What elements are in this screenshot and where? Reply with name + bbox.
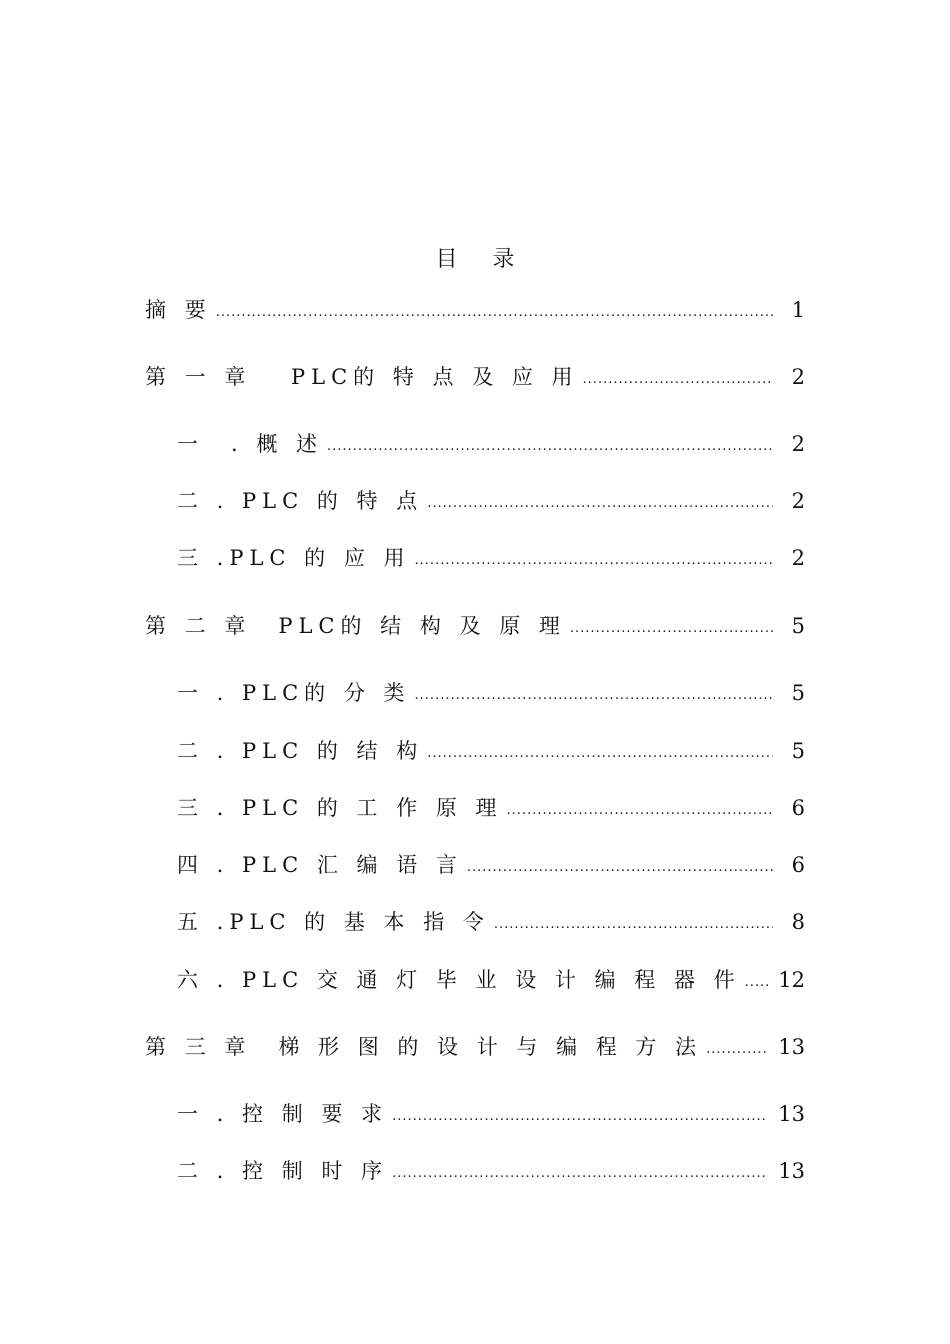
dot-leader xyxy=(415,682,773,710)
toc-entry-2-3[interactable] xyxy=(177,794,805,826)
toc-title: 目 录 xyxy=(435,247,529,272)
toc-page-number: 2 xyxy=(791,546,805,570)
dot-leader xyxy=(570,615,773,643)
toc-entry-abstract[interactable] xyxy=(145,296,805,328)
toc-entry-label: 二 . PLC 的 特 点 xyxy=(177,489,424,513)
toc-entry-label: 摘 要 xyxy=(145,298,212,322)
toc-entry-label: 二 . 控 制 时 序 xyxy=(177,1159,389,1183)
toc-entry-label: 第 一 章 PLC的 特 点 及 应 用 xyxy=(145,365,579,389)
toc-page-number: 13 xyxy=(778,1102,805,1126)
toc-page-number: 13 xyxy=(778,1035,805,1059)
toc-entry-chapter-3[interactable] xyxy=(145,1033,805,1065)
dot-leader xyxy=(494,911,773,939)
toc-entry-label: 一 . 概 述 xyxy=(177,432,324,456)
dot-leader xyxy=(507,797,773,825)
dot-leader xyxy=(583,366,773,394)
toc-entry-label: 一 . PLC的 分 类 xyxy=(177,681,411,705)
toc-entry-label: 四 . PLC 汇 编 语 言 xyxy=(177,853,463,877)
dot-leader xyxy=(392,1160,768,1188)
toc-entry-2-6[interactable] xyxy=(177,966,805,998)
toc-page-number: 13 xyxy=(778,1159,805,1183)
toc-entry-label: 六 . PLC 交 通 灯 毕 业 设 计 编 程 器 件 xyxy=(177,968,741,992)
toc-entry-label: 三 .PLC 的 应 用 xyxy=(177,546,411,570)
toc-page-number: 5 xyxy=(791,739,805,763)
dot-leader xyxy=(467,854,773,882)
toc-entry-2-2[interactable] xyxy=(177,737,805,769)
dot-leader xyxy=(427,740,773,768)
toc-entry-3-1[interactable] xyxy=(177,1100,805,1132)
toc-page-number: 5 xyxy=(791,614,805,638)
toc-entry-1-2[interactable] xyxy=(177,487,805,519)
toc-entry-1-1[interactable] xyxy=(177,430,805,462)
toc-entry-2-1[interactable] xyxy=(177,679,805,711)
toc-entry-label: 一 . 控 制 要 求 xyxy=(177,1102,389,1126)
toc-entry-chapter-1[interactable] xyxy=(145,363,805,395)
toc-page-number: 5 xyxy=(791,681,805,705)
dot-leader xyxy=(706,1036,768,1064)
toc-entry-1-3[interactable] xyxy=(177,544,805,576)
dot-leader xyxy=(216,299,773,327)
dot-leader xyxy=(745,969,769,997)
toc-entry-label: 五 .PLC 的 基 本 指 令 xyxy=(177,910,490,934)
toc-entry-label: 三 . PLC 的 工 作 原 理 xyxy=(177,796,503,820)
toc-entry-2-4[interactable] xyxy=(177,851,805,883)
toc-page-number: 6 xyxy=(791,853,805,877)
dot-leader xyxy=(415,547,773,575)
toc-page-number: 2 xyxy=(791,489,805,513)
dot-leader xyxy=(327,433,773,461)
toc-page-number: 1 xyxy=(791,298,805,322)
dot-leader xyxy=(392,1103,768,1131)
toc-page-number: 6 xyxy=(791,796,805,820)
toc-page-number: 2 xyxy=(791,365,805,389)
toc-page-number: 12 xyxy=(778,968,805,992)
toc-entry-3-2[interactable] xyxy=(177,1157,805,1189)
toc-page-number: 8 xyxy=(791,910,805,934)
dot-leader xyxy=(427,490,773,518)
toc-entry-chapter-2[interactable] xyxy=(145,612,805,644)
toc-entry-2-5[interactable] xyxy=(177,908,805,940)
toc-page-number: 2 xyxy=(791,432,805,456)
toc-entry-label: 第 三 章 梯 形 图 的 设 计 与 编 程 方 法 xyxy=(145,1035,703,1059)
toc-entry-label: 第 二 章 PLC的 结 构 及 原 理 xyxy=(145,614,566,638)
toc-entry-label: 二 . PLC 的 结 构 xyxy=(177,739,424,763)
